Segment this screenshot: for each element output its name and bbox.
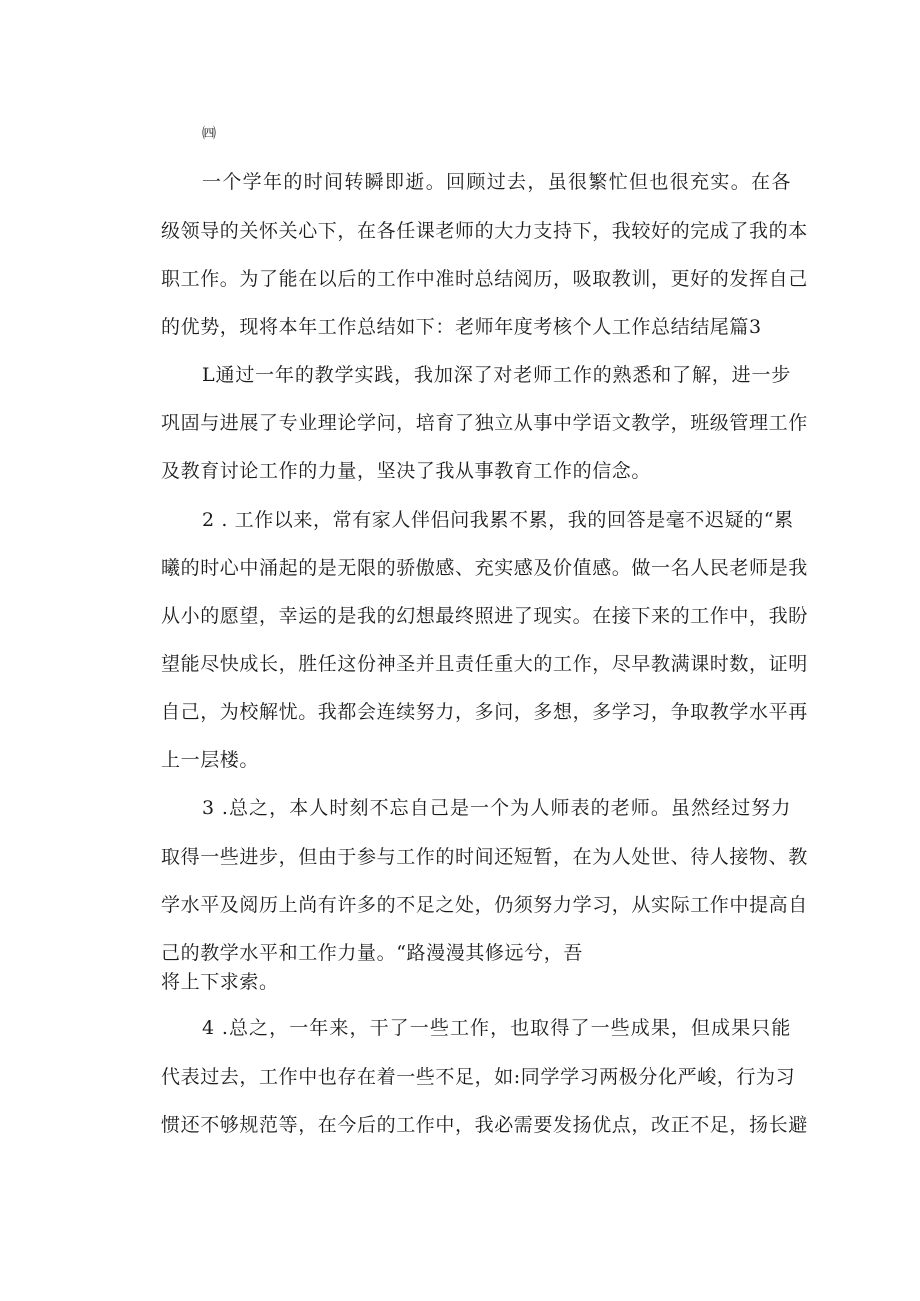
paragraph-3-line-4: 望能尽快成长，胜任这份神圣并且责任重大的工作，尽早教满课时数，证明 <box>161 653 808 675</box>
paragraph-4-line-4: 己的教学水平和工作力量。“路漫漫其修远兮，吾 <box>161 942 583 964</box>
paragraph-3-line-5: 自己，为校解忧。我都会连续努力，多问，多想，多学习，争取教学水平再 <box>161 701 808 723</box>
paragraph-1-line-1: 一个学年的时间转瞬即逝。回顾过去，虽很繁忙但也很充实。在各 <box>202 171 791 193</box>
paragraph-1-line-2: 级领导的关怀关心下，在各任课老师的大力支持下，我较好的完成了我的本 <box>161 220 808 242</box>
paragraph-3-line-1: 2 . 工作以来，常有家人伴侣问我累不累，我的回答是毫不迟疑的“累 <box>202 509 794 531</box>
section-marker: ㈣ <box>202 126 217 142</box>
paragraph-4-line-3: 学水平及阅历上尚有许多的不足之处，仍须努力学习，从实际工作中提高自 <box>161 894 808 916</box>
paragraph-1-line-4: 的优势，现将本年工作总结如下：老师年度考核个人工作总结结尾篇3 <box>161 316 762 338</box>
paragraph-2-line-3: 及教育讨论工作的力量，坚决了我从事教育工作的信念。 <box>161 460 652 482</box>
paragraph-4-line-5: 将上下求索。 <box>161 971 279 993</box>
paragraph-5-line-1: 4 .总之，一年来，干了一些工作，也取得了一些成果，但成果只能 <box>202 1017 791 1039</box>
paragraph-3-line-2: 曦的时心中涌起的是无限的骄傲感、充实感及价值感。做一名人民老师是我 <box>161 557 808 579</box>
paragraph-3-line-6: 上一层楼。 <box>161 749 260 771</box>
paragraph-5-line-3: 惯还不够规范等，在今后的工作中，我必需要发扬优点，改正不足，扬长避 <box>161 1114 808 1136</box>
paragraph-4-line-2: 取得一些进步，但由于参与工作的时间还短暂，在为人处世、待人接物、教 <box>161 846 808 868</box>
paragraph-3-line-3: 从小的愿望，幸运的是我的幻想最终照进了现实。在接下来的工作中，我盼 <box>161 605 808 627</box>
paragraph-4-line-1: 3 .总之，本人时刻不忘自己是一个为人师表的老师。虽然经过努力 <box>202 797 791 819</box>
paragraph-1-line-3: 职工作。为了能在以后的工作中准时总结阅历，吸取教训，更好的发挥自己 <box>161 268 808 290</box>
paragraph-2-line-1: L通过一年的教学实践，我加深了对老师工作的熟悉和了解，进一步 <box>202 364 791 386</box>
paragraph-5-line-2: 代表过去，工作中也存在着一些不足，如:同学学习两极分化严峻，行为习 <box>161 1066 796 1088</box>
paragraph-2-line-2: 巩固与进展了专业理论学问，培育了独立从事中学语文教学，班级管理工作 <box>161 412 808 434</box>
